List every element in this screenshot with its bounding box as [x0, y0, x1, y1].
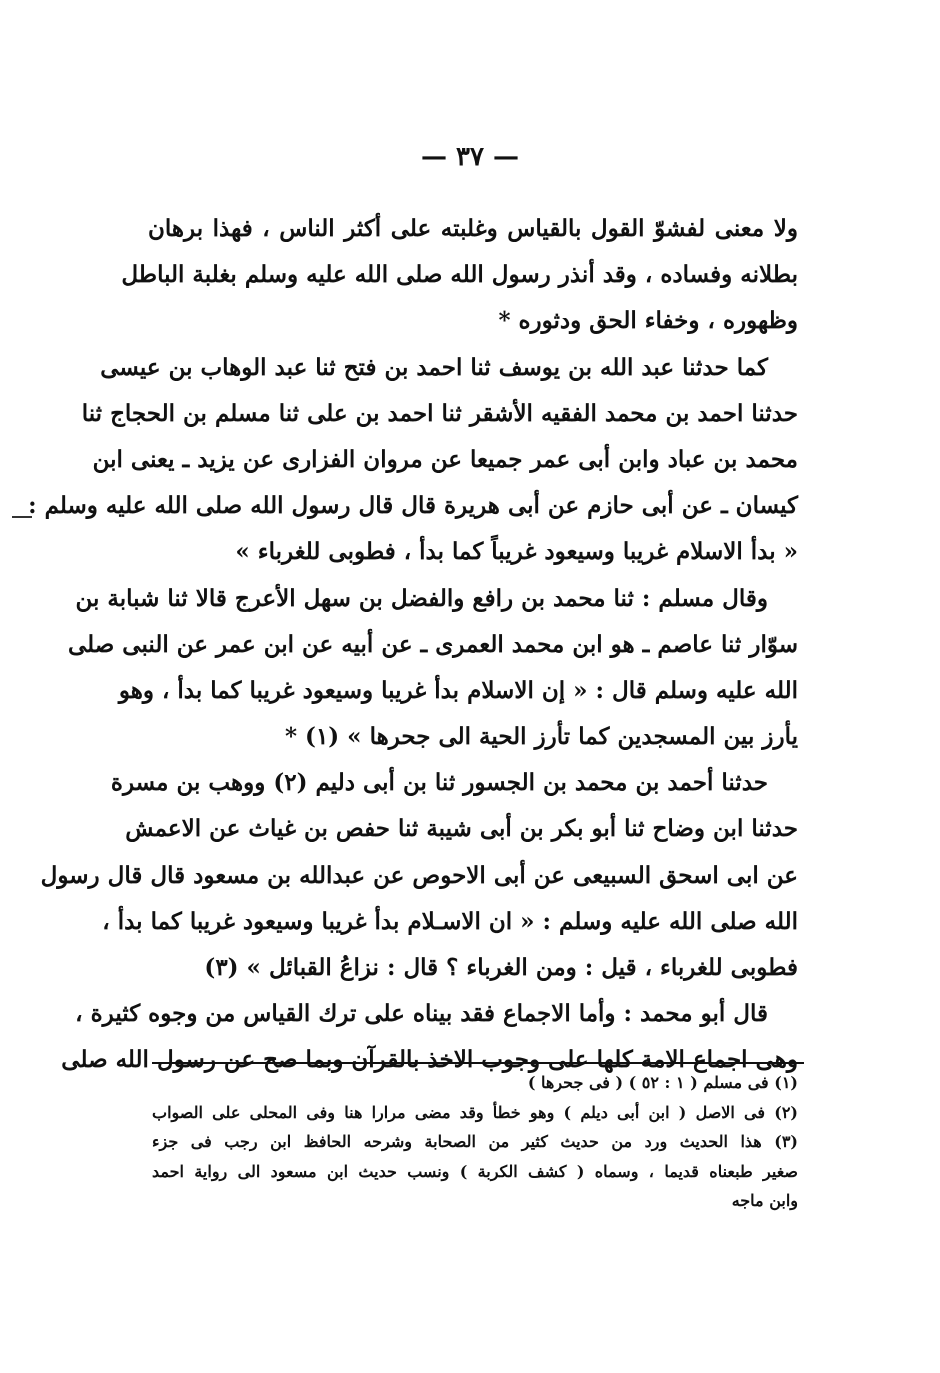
text-line: الله صلى الله عليه وسلم : « ان الاسـلام بدأ غريبا وسيعود غريبا كما بدأ ، [102, 907, 798, 935]
page-number: — ٣٧ — [420, 142, 520, 172]
text-line: حدثنا ابن وضاح ثنا أبو بكر بن أبى شيبة ثنا حفص بن غياث عن الاعمش [125, 815, 798, 843]
text-line: وهى اجماع الامة كلها على وجوب الاخذ بالقرآن وبما صح عن رسول الله صلى [61, 1046, 798, 1074]
text-line: حدثنا أحمد بن محمد بن الجسور ثنا بن أبى دليم (٢) ووهب بن مسرة [110, 769, 768, 797]
text-line: كيسان ـ عن أبى حازم عن أبى هريرة قال قال رسول الله صلى الله عليه وسلم : [28, 492, 798, 520]
text-line: عن ابى اسحق السبيعى عن أبى الاحوص عن عبدالله بن مسعود قال قال رسول [40, 861, 798, 889]
footnote-line: (٢) فى الاصل ( ابن أبى ديلم ) وهو خطأ وقد مضى مرارا هنا وفى المحلى على الصواب [152, 1102, 798, 1122]
text-line: ولا معنى لفشوّ القول بالقياس وغلبته على أكثر الناس ، فهذا برهان [148, 215, 798, 242]
footnote-line: (١) فى مسلم ( ١ : ٥٢ ) ( فى جحرها ) [527, 1073, 798, 1092]
footnotes [152, 1068, 798, 1216]
text-line: يأرز بين المسجدين كما تأرز الحية الى جحرها » (١) * [285, 723, 798, 751]
text-line: سوّار ثنا عاصم ـ هو ابن محمد العمرى ـ عن أبيه عن ابن عمر عن النبى صلى [67, 630, 798, 658]
text-line: وظهوره ، وخفاء الحق ودثوره * [498, 307, 798, 335]
footnote-line: (٣) هذا الحديث ورد من حديث كثير من الصحابة وشرحه الحافظ ابن رجب فى جزء [152, 1132, 798, 1151]
text-line: فطوبى للغرباء ، قيل : ومن الغرباء ؟ قال : نزاعُ القبائل » (٣) [204, 954, 798, 981]
text-line: قال أبو محمد : وأما الاجماع فقد بيناه على ترك القياس من وجوه كثيرة ، [75, 1000, 768, 1028]
footnote-line: صغير طبعناه قديما ، وسماه ( كشف الكربة ) ونسب حديث ابن مسعود الى رواية احمد [152, 1161, 799, 1181]
footnote-line: وابن ماجه [731, 1191, 798, 1210]
text-line: بطلانه وفساده ، وقد أنذر رسول الله صلى الله عليه وسلم بغلبة الباطل [121, 261, 798, 289]
text-line: وقال مسلم : ثنا محمد بن رافع والفضل بن سهل الأعرج قالا ثنا شبابة بن [75, 584, 768, 612]
margin-mark [12, 516, 32, 518]
text-line: كما حدثنا عبد الله بن يوسف ثنا احمد بن فتح ثنا عبد الوهاب بن عيسى [100, 353, 768, 381]
text-line: حدثنا احمد بن محمد الفقيه الأشقر ثنا احمد بن على ثنا مسلم بن الحجاج ثنا [81, 399, 798, 427]
footnote-divider [152, 1062, 804, 1064]
text-line: الله عليه وسلم قال : « إن الاسلام بدأ غريبا وسيعود غريبا كما بدأ ، وهو [118, 676, 798, 704]
main-text [28, 206, 798, 1084]
text-line: محمد بن عباد وابن أبى عمر جميعا عن مروان الفزارى عن يزيد ـ يعنى ابن [92, 445, 798, 473]
text-line: « بدأ الاسلام غريبا وسيعود غريباً كما بدأ ، فطوبى للغرباء » [235, 538, 798, 566]
